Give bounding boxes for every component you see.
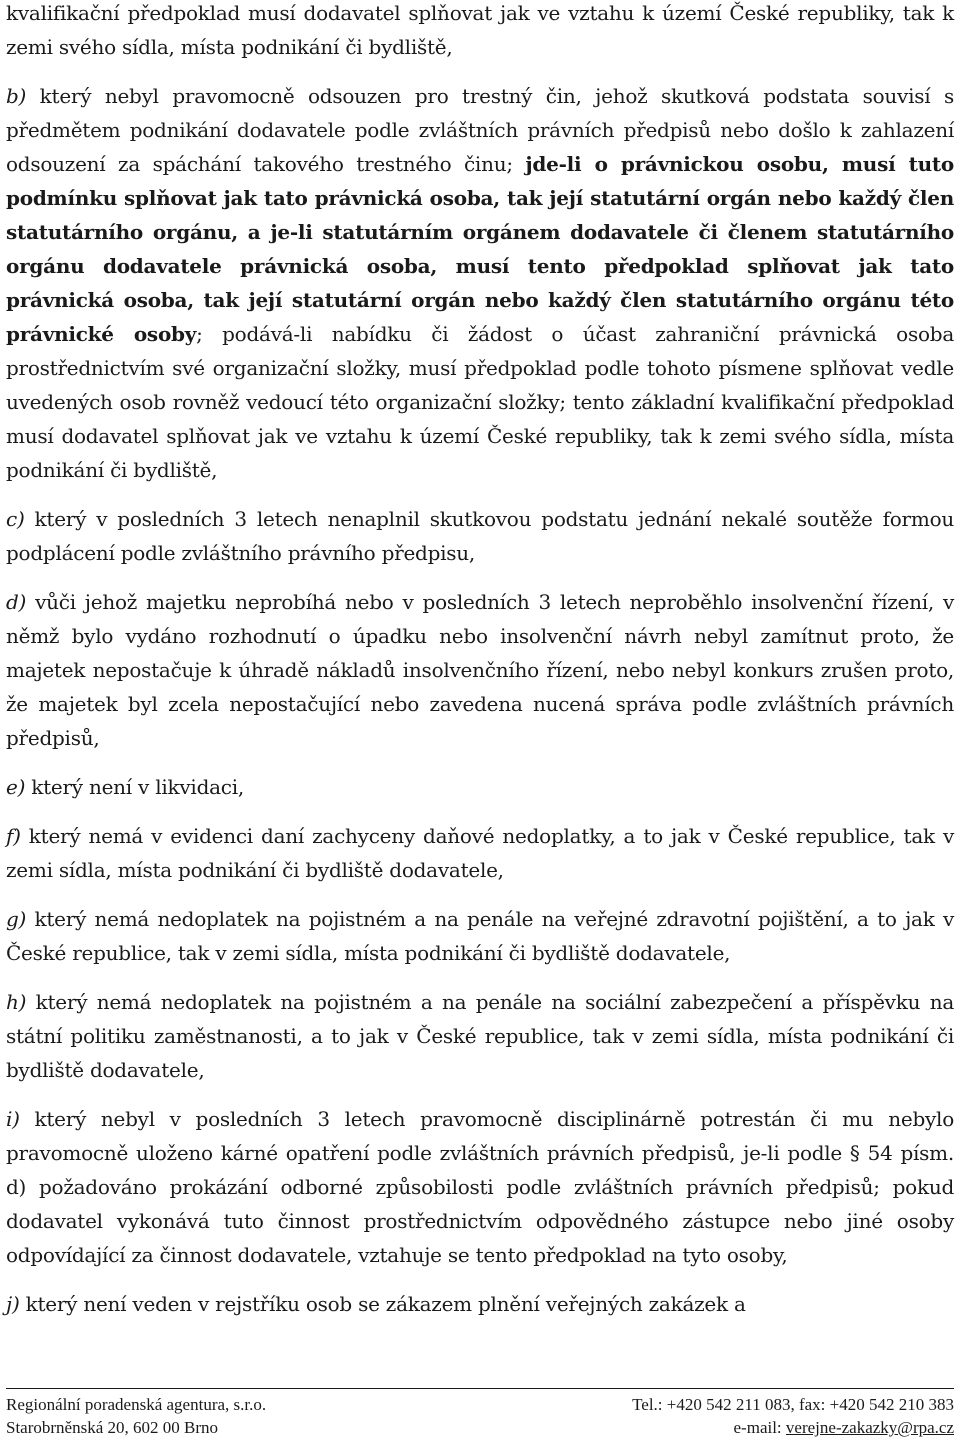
paragraph-f: f) který nemá v evidenci daní zachyceny daňové nedoplatky, a to jak v České republice, tak v zemi sídla, místa podnikání či bydliště dodavatele, (6, 824, 954, 882)
paragraph-b: b) který nebyl pravomocně odsouzen pro trestný čin, jehož skutková podstata souvisí s předmětem podnikání dodavatele podle zvláštních právních předpisů nebo došlo k zahlazení odsouzení za spáchání takového trestného činu; jde-li o právnickou osobu, musí tuto podmínku splňovat jak tato právnická osoba, tak její statutární orgán nebo každý člen statutárního orgánu, a je-li statutárním orgánem dodavatele či členem statutárního orgánu dodavatele právnická osoba, musí tento předpoklad splňovat jak tato právnická osoba, tak její statutární orgán nebo každý člen statutárního orgánu této právnické osoby; podává-li nabídku či žádost o účast zahraniční právnická osoba prostřednictvím své organizační složky, musí předpoklad podle tohoto písmene splňovat vedle uvedených osob rovněž vedoucí této organizační složky; tento základní kvalifikační předpoklad musí dodavatel splňovat jak ve vztahu k území České republiky, tak k zemi svého sídla, místa podnikání či bydliště, (6, 84, 954, 482)
item-label-b: b) (6, 84, 27, 108)
item-label-g: g) (6, 907, 27, 931)
item-label-e: e) (6, 775, 26, 799)
item-label-c: c) (6, 507, 25, 531)
paragraph-g: g) který nemá nedoplatek na pojistném a na penále na veřejné zdravotní pojištění, a to jak v České republice, tak v zemi sídla, místa podnikání či bydliště dodavatele, (6, 907, 954, 965)
footer-address: Starobrněnská 20, 602 00 Brno (6, 1418, 219, 1437)
item-label-j: j) (6, 1292, 20, 1316)
item-label-f: f) (6, 824, 21, 848)
paragraph-j: j) který není veden v rejstříku osob se zákazem plnění veřejných zakázek a (6, 1292, 746, 1316)
footer-right (632, 1393, 954, 1439)
footer-email-link[interactable]: verejne-zakazky@rpa.cz (785, 1418, 954, 1437)
item-label-i: i) (6, 1107, 20, 1131)
paragraph-i: i) který nebyl v posledních 3 letech pravomocně disciplinárně potrestán či mu nebylo pravomocně uloženo kárné opatření podle zvláštních právních předpisů, je-li podle § 54 písm. d) požadováno prokázání odborné způsobilosti podle zvláštních právních předpisů; pokud dodavatel vykonává tuto činnost prostřednictvím odpovědného zástupce nebo jiné osoby odpovídající za činnost dodavatele, vztahuje se tento předpoklad na tyto osoby, (6, 1107, 954, 1267)
paragraph-e: e) který není v likvidaci, (6, 775, 245, 799)
page-footer (6, 1388, 954, 1439)
paragraph-intro: kvalifikační předpoklad musí dodavatel splňovat jak ve vztahu k území České republiky, tak k zemi svého sídla, místa podnikání či bydliště, (6, 1, 954, 59)
item-label-d: d) (6, 590, 27, 614)
paragraph-d: d) vůči jehož majetku neprobíhá nebo v posledních 3 letech neproběhlo insolvenční řízení, v němž bylo vydáno rozhodnutí o úpadku nebo insolvenční návrh nebyl zamítnut proto, že majetek nepostačuje k úhradě nákladů insolvenčního řízení, nebo nebyl konkurs zrušen proto, že majetek byl zcela nepostačující nebo zavedena nucená správa podle zvláštních právních předpisů, (6, 590, 954, 750)
footer-left (6, 1393, 266, 1439)
item-label-h: h) (6, 990, 27, 1014)
footer-company: Regionální poradenská agentura, s.r.o. (6, 1395, 267, 1414)
document-body (6, 0, 954, 1336)
paragraph-c: c) který v posledních 3 letech nenaplnil skutkovou podstatu jednání nekalé soutěže formou podplácení podle zvláštního právního předpisu, (6, 507, 954, 565)
footer-phone: Tel.: +420 542 211 083, fax: +420 542 210 383 (632, 1395, 954, 1414)
paragraph-h: h) který nemá nedoplatek na pojistném a na penále na sociální zabezpečení a příspěvku na státní politiku zaměstnanosti, a to jak v České republice, tak v zemi sídla, místa podnikání či bydliště dodavatele, (6, 990, 954, 1082)
footer-email-line: e-mail: verejne-zakazky@rpa.cz (733, 1418, 954, 1437)
bold-clause: jde-li o právnickou osobu, musí tuto podmínku splňovat jak tato právnická osoba, tak její statutární orgán nebo každý člen statutárního orgánu, a je-li statutárním orgánem dodavatele či členem statutárního orgánu dodavatele právnická osoba, musí tento předpoklad splňovat jak tato právnická osoba, tak její statutární orgán nebo každý člen statutárního orgánu této právnické osoby (6, 152, 954, 346)
